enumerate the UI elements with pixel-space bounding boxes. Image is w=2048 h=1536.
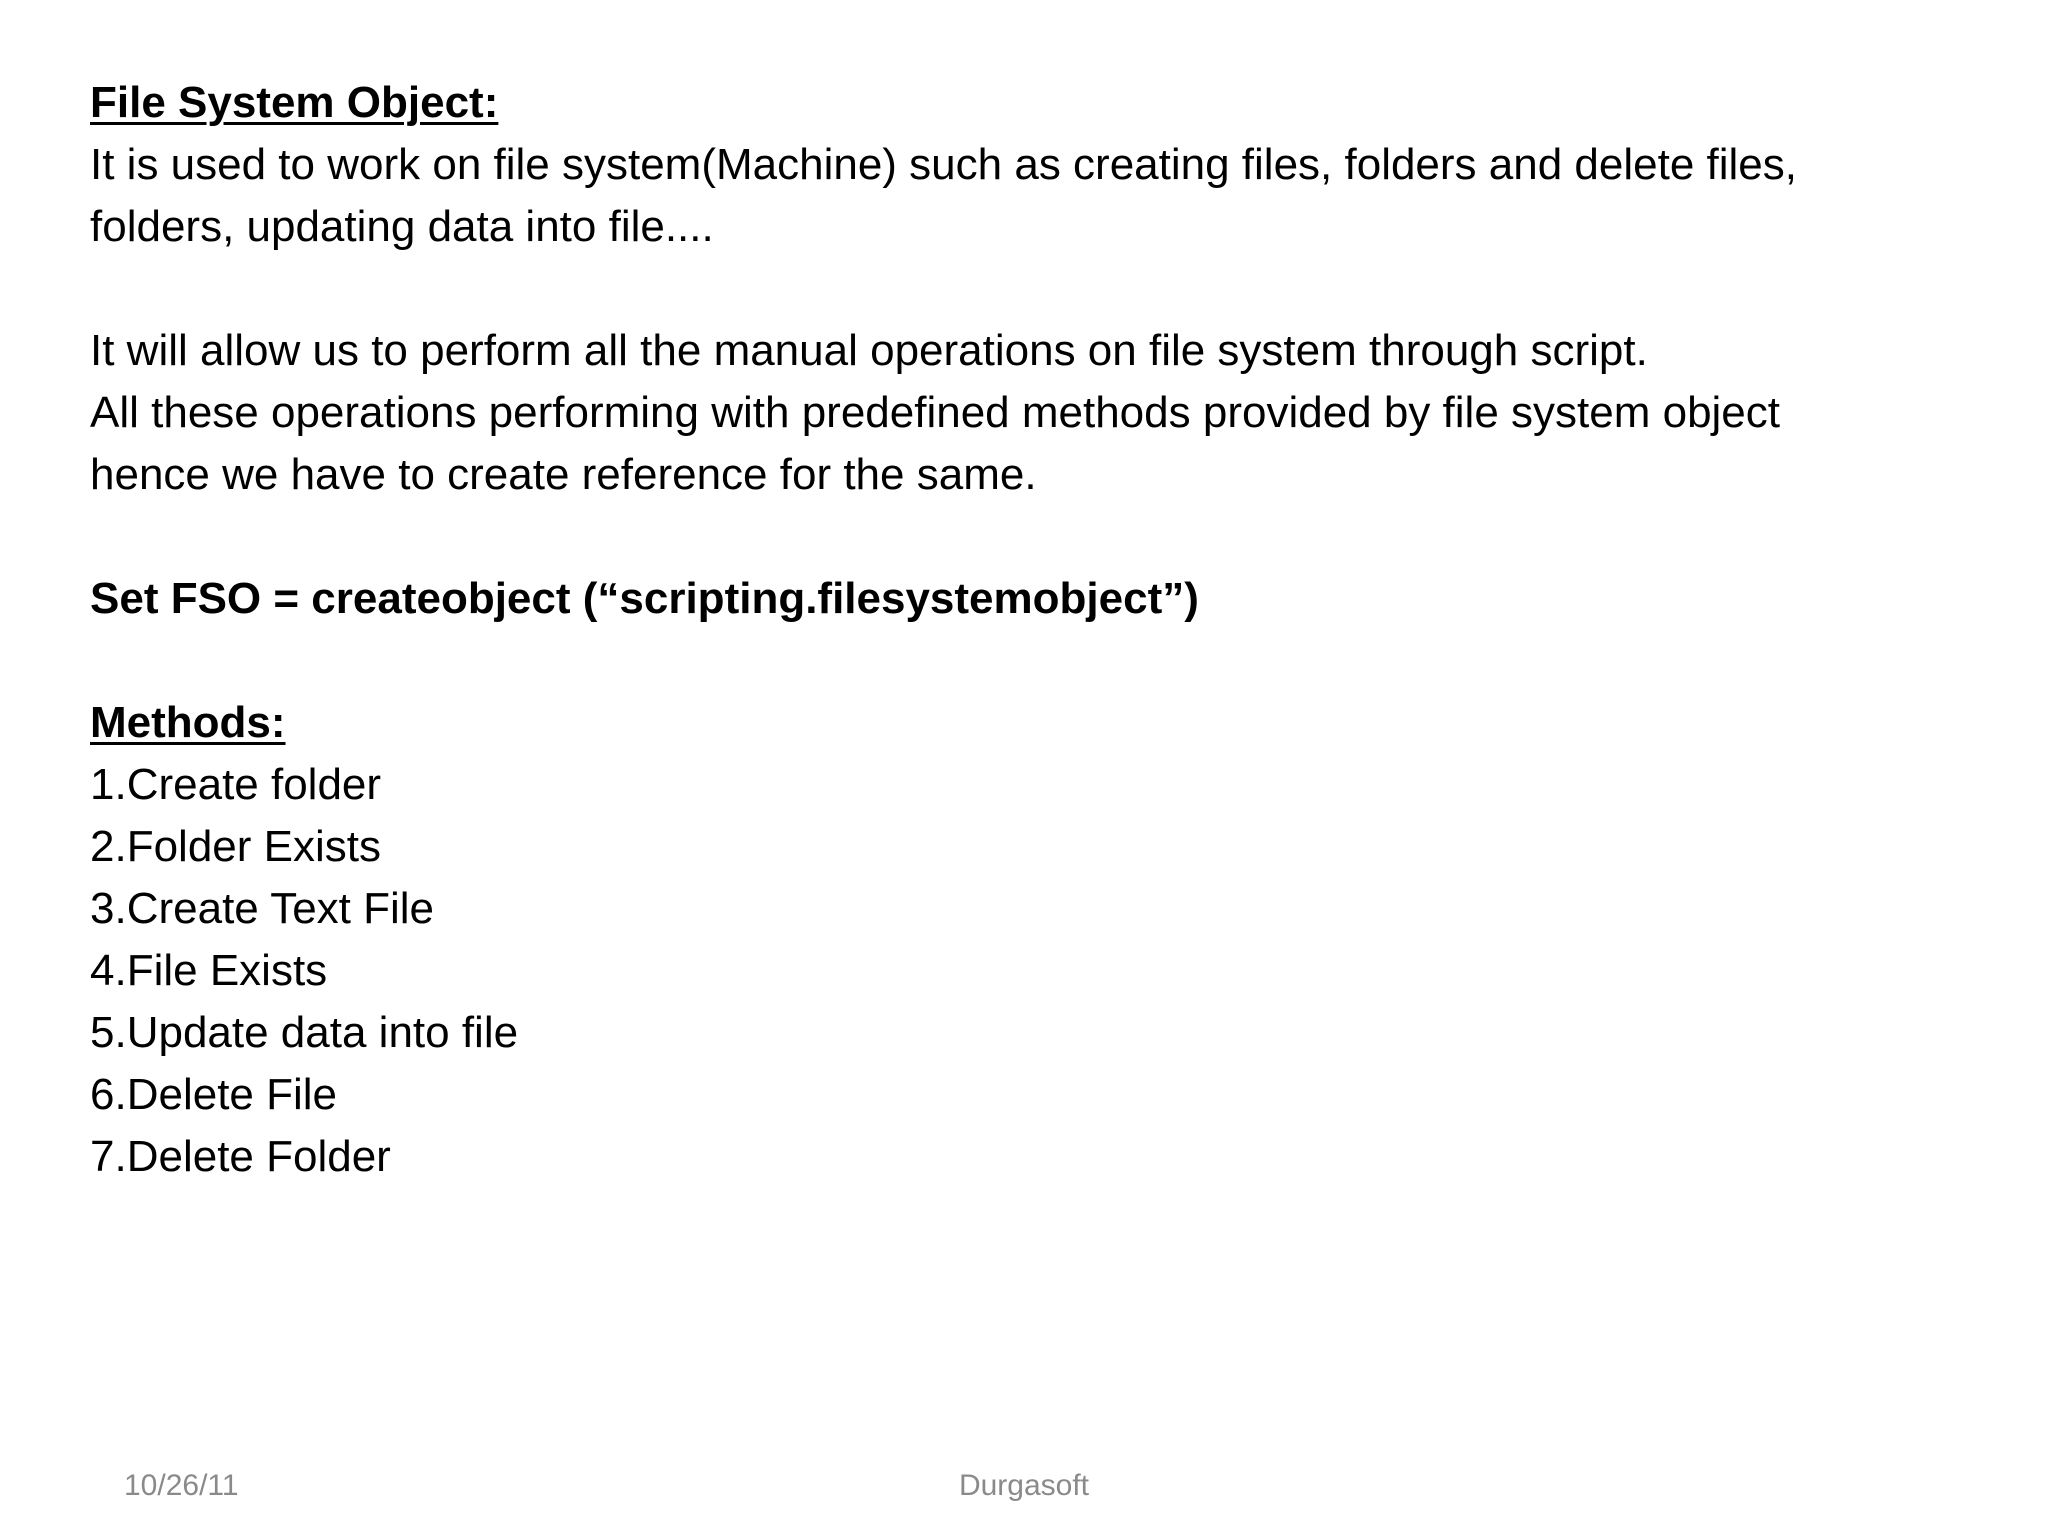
footer-date: 10/26/11 — [124, 1469, 239, 1502]
description-line: hence we have to create reference for the same. — [90, 450, 1037, 499]
code-statement: Set FSO = createobject (“scripting.filesystemobject”) — [90, 574, 1199, 623]
method-item: 5.Update data into file — [90, 1008, 519, 1057]
method-item: 3.Create Text File — [90, 884, 435, 933]
method-item: 2.Folder Exists — [90, 822, 381, 871]
slide-content — [90, 72, 1990, 1188]
intro-paragraph — [90, 134, 1990, 258]
method-item: 1.Create folder — [90, 760, 382, 809]
spacer — [90, 630, 1990, 692]
slide-title: File System Object: — [90, 78, 499, 127]
intro-line: It is used to work on file system(Machine) such as creating files, folders and delete files, — [90, 140, 1797, 189]
spacer — [90, 506, 1990, 568]
method-item: 6.Delete File — [90, 1070, 338, 1119]
footer-company: Durgasoft — [958, 1469, 1090, 1502]
description-line: It will allow us to perform all the manual operations on file system through script. — [90, 326, 1648, 375]
method-item: 4.File Exists — [90, 946, 328, 995]
description-line: All these operations performing with predefined methods provided by file system object — [90, 388, 1781, 437]
methods-list — [90, 754, 1990, 1188]
methods-heading: Methods: — [90, 698, 286, 747]
method-item: 7.Delete Folder — [90, 1132, 391, 1181]
description-paragraph — [90, 320, 1990, 506]
intro-line: folders, updating data into file.... — [90, 202, 714, 251]
spacer — [90, 258, 1990, 320]
